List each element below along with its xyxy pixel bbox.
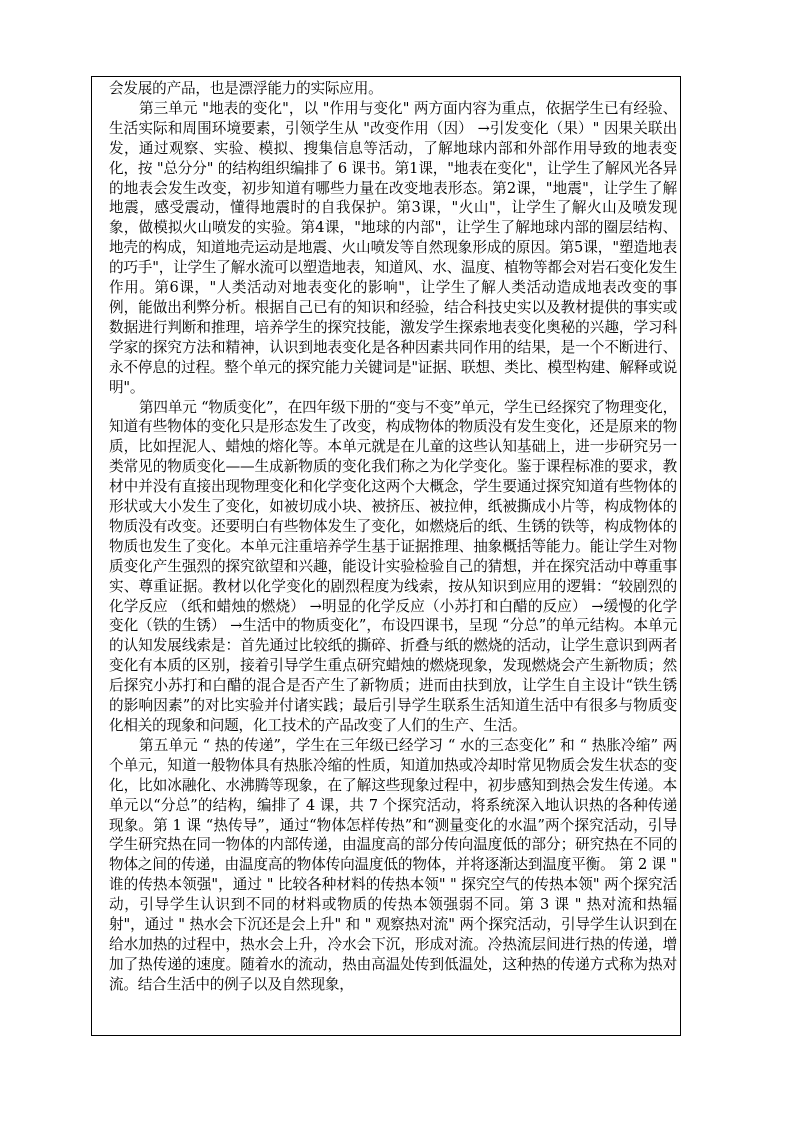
document-body xyxy=(109,79,677,995)
paragraph-continuation: 会发展的产品，也是漂浮能力的实际应用。 xyxy=(109,80,383,97)
paragraph-unit-5: 第五单元 “ 热的传递”，学生在三年级已经学习 “ 水的三态变化” 和 “ 热胀冷缩” 两个单元，知道一般物体具有热胀冷缩的性质，知道加热或冷却时常见物质会发生状态的变化，比如冰融化、水沸腾等现象，在了解这些现象过程中，初步感知到热会发生传递。本单元以“分总”的结构，编排了 4 课，共 7 个探究活动，将系统深入地认识热的各种传递现象。第 1 课 “热传导”，通过“物体怎样传热”和“测量变化的水温”两个探究活动，引导学生研究热在同一物体的内部传递，由温度高的部分传向温度低的部分；研究热在不同的物体之间的传递，由温度高的物体传向温度低的物体，并将逐渐达到温度平衡。 第 2 课 " 谁的传热本领强"，通过 " 比较各种材料的传热本领" " 探究空气的传热本领" 两个探究活动，引导学生认识到不同的材料或物质的传热本领强弱不同。第 3 课 " 热对流和热辐射"，通过 " 热水会下沉还是会上升" 和 " 观察热对流" 两个探究活动，引导学生认识到在给水加热的过程中，热水会上升，冷水会下沉，形成对流。冷热流层间进行热的传递，增加了热传递的速度。随着水的流动，热由高温处传到低温处，这种热的传递方式称为热对流。结合生活中的例子以及自然现象， xyxy=(109,736,677,993)
paragraph-unit-4: 第四单元 “物质变化”，在四年级下册的“变与不变”单元，学生已经探究了物理变化，知道有些物体的变化只是形态发生了改变，构成物体的物质没有发生变化，还是原来的物质，比如捏泥人、蜡烛的熔化等。本单元就是在儿童的这些认知基础上，进一步研究另一类常见的物质变化——生成新物质的变化我们称之为化学变化。鉴于课程标准的要求，教材中并没有直接出现物理变化和化学变化这两个大概念，学生要通过探究知道有些物体的形状或大小发生了变化，如被切成小块、被挤压、被拉伸，纸被撕成小片等，构成物体的物质没有改变。还要明白有些物体发生了变化，如燃烧后的纸、生锈的铁等，构成物体的物质也发生了变化。本单元注重培养学生基于证据推理、抽象概括等能力。能让学生对物质变化产生强烈的探究欲望和兴趣，能设计实验检验自己的猜想，并在探究活动中尊重事实、尊重证据。教材以化学变化的剧烈程度为线索，按从知识到应用的逻辑：“较剧烈的化学反应 （纸和蜡烛的燃烧） →明显的化学反应（小苏打和白醋的反应） →缓慢的化学变化（铁的生锈） →生活中的物质变化”，布设四课书，呈现 “分总”的单元结构。本单元的认知发展线索是：首先通过比较纸的撕碎、折叠与纸的燃烧的活动，让学生意识到两者变化有本质的区别，接着引导学生重点研究蜡烛的燃烧现象，发现燃烧会产生新物质；然后探究小苏打和白醋的混合是否产生了新物质；进而由扶到放，让学生自主设计“铁生锈的影响因素”的对比实验并付诸实践；最后引导学生联系生活知道生活中有很多与物质变化相关的现象和问题，化工技术的产品改变了人们的生产、生活。 xyxy=(109,398,677,734)
paragraph-unit-3: 第三单元 "地表的变化"，以 "作用与变化" 两方面内容为重点，依据学生已有经验、生活实际和周围环境要素，引领学生从 "改变作用（因） →引发变化（果）" 因果关联出发，通过观察、实验、模拟、搜集信息等活动，了解地球内部和外部作用导致的地表变化，按 "总分分" 的结构组织编排了 6 课书。第1课，"地表在变化"，让学生了解风光各异的地表会发生改变，初步知道有哪些力量在改变地表形态。第2课，"地震"，让学生了解地震，感受震动，懂得地震时的自我保护。第3课，"火山"，让学生了解火山及喷发现象，做模拟火山喷发的实验。第4课，"地球的内部"，让学生了解地球内部的圈层结构、地壳的构成，知道地壳运动是地震、火山喷发等自然现象形成的原因。第5课，"塑造地表的巧手"，让学生了解水流可以塑造地表，知道风、水、温度、植物等都会对岩石变化发生作用。第6课，"人类活动对地表变化的影响"，让学生了解人类活动造成地表改变的事例，能做出利弊分析。根据自己已有的知识和经验，结合科技史实以及教材提供的事实或数据进行判断和推理，培养学生的探究技能，激发学生探索地表变化奥秘的兴趣，学习科学家的探究方法和精神，认识到地表变化是各种因素共同作用的结果，是一个不断进行、永不停息的过程。整个单元的探究能力关键词是"证据、联想、类比、模型构建、解释或说明"。 xyxy=(109,99,677,396)
